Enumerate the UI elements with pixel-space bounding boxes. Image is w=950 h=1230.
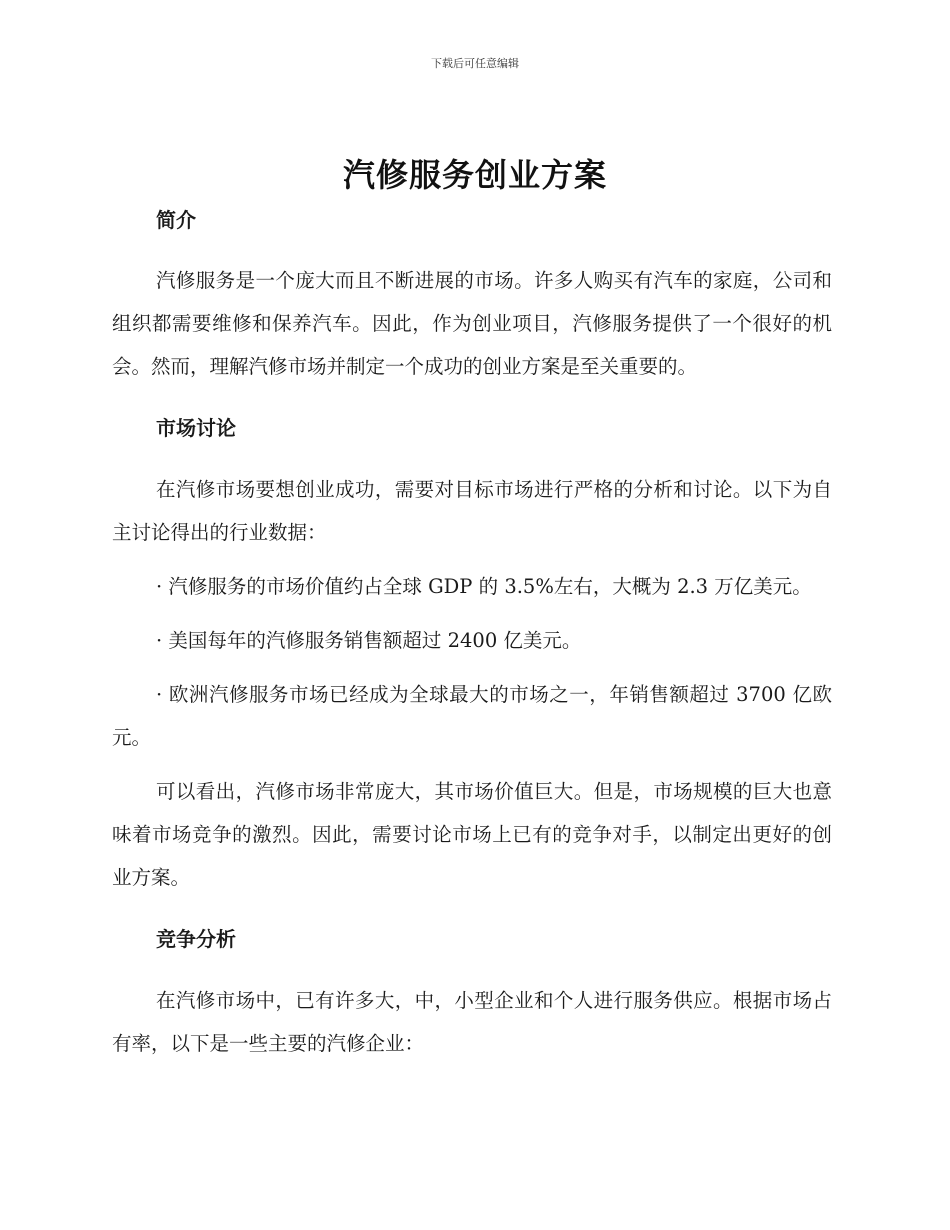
- heading-competition: 竞争分析: [156, 927, 236, 951]
- market-paragraph-2: 可以看出，汽修市场非常庞大，其市场价值巨大。但是，市场规模的巨大也意味着市场竞争的激烈。因此，需要讨论市场上已有的竞争对手，以制定出更好的创业方案。: [112, 780, 832, 889]
- header-note: 下载后可任意编辑: [431, 57, 519, 70]
- market-paragraph-1: 在汽修市场要想创业成功，需要对目标市场进行严格的分析和讨论。以下为自主讨论得出的行业数据：: [112, 478, 832, 544]
- market-bullet: · 美国每年的汽修服务销售额超过 2400 亿美元。: [156, 629, 582, 652]
- document-body: [112, 207, 832, 1065]
- competition-paragraph: 在汽修市场中，已有许多大，中，小型企业和个人进行服务供应。根据市场占有率，以下是一些主要的汽修企业：: [112, 989, 832, 1055]
- market-bullet: · 欧洲汽修服务市场已经成为全球最大的市场之一，年销售额超过 3700 亿欧元。: [112, 683, 832, 749]
- document-title: 汽修服务创业方案: [342, 156, 607, 194]
- intro-paragraph: 汽修服务是一个庞大而且不断进展的市场。许多人购买有汽车的家庭，公司和组织都需要维修和保养汽车。因此，作为创业项目，汽修服务提供了一个很好的机会。然而，理解汽修市场并制定一个成功的创业方案是至关重要的。: [112, 269, 832, 378]
- heading-market: 市场讨论: [156, 416, 236, 440]
- market-bullet: · 汽修服务的市场价值约占全球 GDP 的 3.5%左右，大概为 2.3 万亿美元。: [156, 575, 812, 598]
- heading-intro: 简介: [156, 208, 196, 232]
